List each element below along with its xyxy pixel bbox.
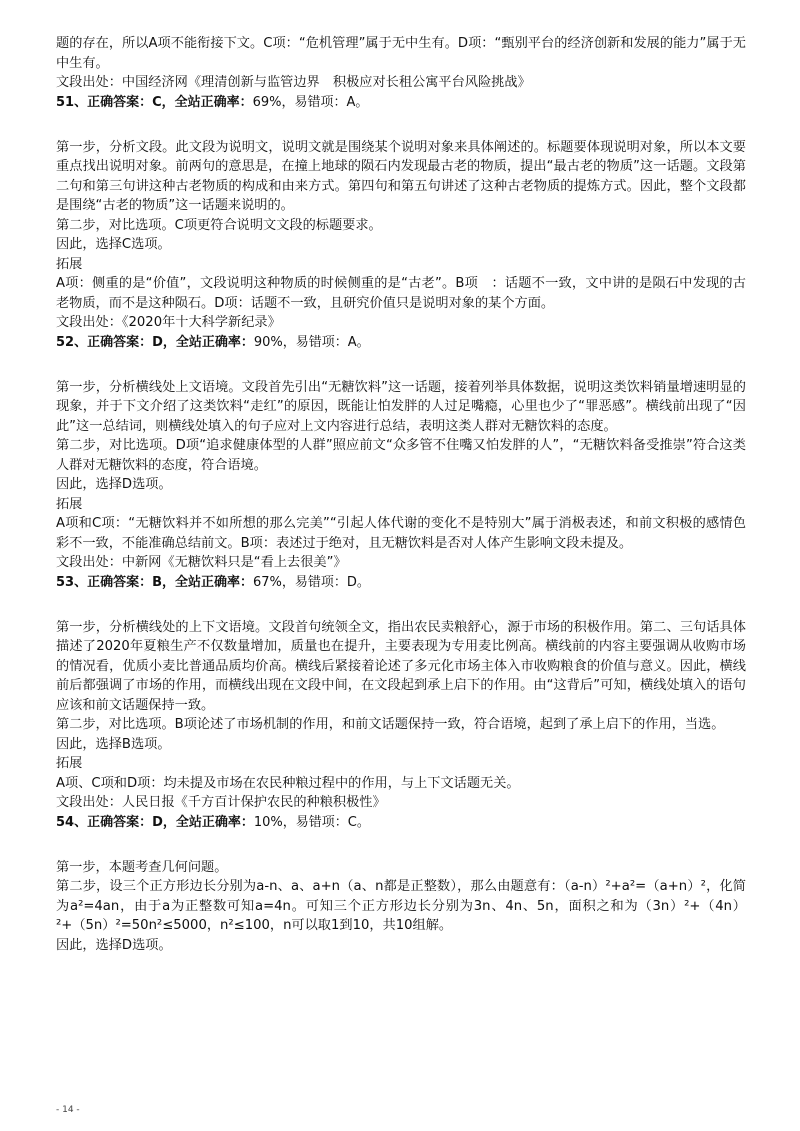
q52-conclusion: 因此，选择D选项。 [56,477,172,492]
q53-conclusion: 因此，选择B选项。 [56,736,171,752]
q53-source: 文段出处：人民日报《千方百计保护农民的种粮积极性》 [56,795,386,810]
q52-step1: 第一步，分析横线处上文语境。文段首先引出“无糖饮料”这一话题，接着列举具体数据，说明这类饮料销量增速明显的现象，并于下文介绍了这类饮料“走红”的原因，既能让怕发胖的人过足嘴瘾，心里也少了“罪恶感”。横线前出现了“因此”这一总结词，则横线处填入的句子应对上文内容进行总结，表明这类人群对无糖饮料的态度。 [56,379,746,434]
q51-conclusion: 因此，选择C选项。 [56,237,171,252]
q53-step1: 第一步，分析横线处的上下文语境。文段首句统领全文，指出农民卖粮舒心，源于市场的积极作用。第二、三句话具体描述了2020年夏粮生产不仅数量增加，质量也在提升，主要表现为专用麦比例高。横线前的内容主要强调从收购市场的情况看，优质小麦比普通品质均价高。横线后紧接着论述了多元化市场主体入市收购粮食的价值与意义。因此，横线前后都强调了市场的作用，而横线出现在文段中间，在文段起到承上启下的作用。由“这背后”可知，横线处填入的语句应该和前文话题保持一致。 [56,619,746,713]
q51-source: 文段出处：《2020年十大科学新纪录》 [56,315,281,330]
q51-step1: 第一步，分析文段。此文段为说明文，说明文就是围绕某个说明对象来具体阐述的。标题要体现说明对象，所以本文要重点找出说明对象。前两句的意思是，在撞上地球的陨石内发现最古老的物质，提出“最古老的物质”这一话题。文段第二句和第三句讲这种古老物质的构成和由来方式。第四句和第五句讲述了这种古老物质的提炼方式。因此，整个文段都是围绕“古老的物质”这一话题来说明的。 [56,139,746,213]
q51-extension-label: 拓展 [56,256,83,272]
q54-step1: 第一步，本题考查几何问题。 [56,859,228,875]
q51-step2: 第二步，对比选项。C项更符合说明文文段的标题要求。 [56,217,382,233]
answer-51-header: 51、正确答案：C，全站正确率：69%，易错项：A。 [56,94,369,110]
q54-step2: 第二步，设三个正方形边长分别为a-n、a、a+n（a、n都是正整数），那么由题意有：（a-n）²+a²=（a+n）²，化简为a²=4an，由于a为正整数可知a=4n。可知三个正方形边长分别为3n、4n、5n，面积之和为（3n）²+（4n）²+（5n）²=50n²≤5000，n²≤100，n可以取1到10，共10组解。 [56,879,746,933]
intro-source: 文段出处：中国经济网《理清创新与监管边界 积极应对长租公寓平台风险挑战》 [56,75,531,90]
page-number: - 14 - [56,1105,80,1115]
q51-extension: A项：侧重的是“价值”，文段说明这种物质的时候侧重的是“古老”。B项 ：话题不一致，文中讲的是陨石中发现的古老物质，而不是这种陨石。D项：话题不一致，且研究价值只是说明对象的某个方面。 [56,276,746,311]
q52-source: 文段出处：中新网《无糖饮料只是“看上去很美”》 [56,555,347,570]
answer-52-header: 52、正确答案：D，全站正确率：90%，易错项：A。 [56,334,370,350]
q52-extension-label: 拓展 [56,496,83,512]
q53-extension: A项、C项和D项：均未提及市场在农民种粮过程中的作用，与上下文话题无关。 [56,775,520,791]
q54-conclusion: 因此，选择D选项。 [56,937,172,953]
document-page [56,34,746,955]
q53-step2: 第二步，对比选项。B项论述了市场机制的作用，和前文话题保持一致，符合语境，起到了承上启下的作用，当选。 [56,717,725,732]
q52-extension: A项和C项：“无糖饮料并不如所想的那么完美”“引起人体代谢的变化不是特别大”属于消极表述，和前文积极的感情色彩不一致，不能准确总结前文。B项：表述过于绝对，且无糖饮料是否对人体产生影响文段未提及。 [56,516,746,551]
q53-extension-label: 拓展 [56,756,83,771]
answer-54-header: 54、正确答案：D，全站正确率：10%，易错项：C。 [56,814,370,830]
intro-paragraph: 题的存在，所以A项不能衔接下文。C项：“危机管理”属于无中生有。D项：“甄别平台的经济创新和发展的能力”属于无中生有。 [56,36,746,71]
q52-step2: 第二步，对比选项。D项“追求健康体型的人群”照应前文“众多管不住嘴又怕发胖的人”，“无糖饮料备受推崇”符合这类人群对无糖饮料的态度，符合语境。 [56,438,746,473]
answer-53-header: 53、正确答案：B，全站正确率：67%，易错项：D。 [56,574,370,590]
